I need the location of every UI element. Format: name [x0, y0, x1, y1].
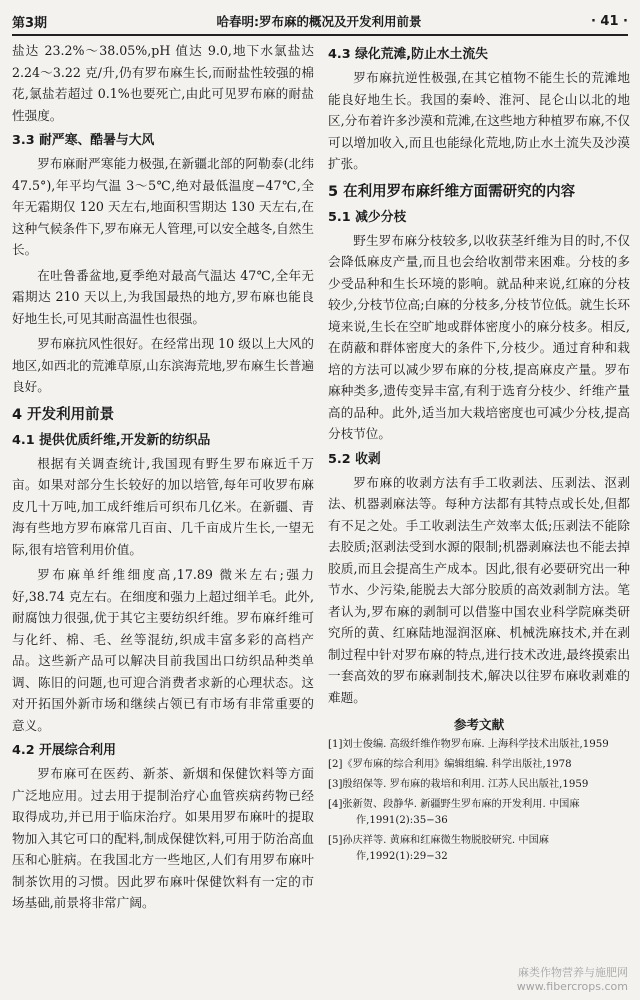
page-header — [12, 8, 628, 36]
watermark-site-name: 麻类作物营养与施肥网 — [518, 966, 628, 979]
paragraph-branching: 野生罗布麻分枝较多,以收获茎纤维为目的时,不仅会降低麻皮产量,而且也会给收割带来困难。分枝的多少受品种和生长环境的影响。就品种来说,红麻的分枝较少,分枝节位高;白麻的分枝多,分枝节位低。就生长环境来说,生长在空旷地或群体密度小的麻分枝多。相反,在荫蔽和群体密度大的条件下,分枝少。通过育种和栽培的方法可以减少罗布麻的分枝,提高麻皮产量。罗布麻种类多,遗传变异丰富,有利于选育分枝少、纤维产量高的品种。此外,适当加大栽培密度也可减少分枝,提高分枝节位。 — [328, 232, 630, 441]
paragraph-cold: 罗布麻耐严寒能力极强,在新疆北部的阿勒泰(北纬 47.5°),年平均气温 3～5℃,绝对最低温度−47℃,全年无霜期仅 120 天左右,地面积雪期达 130 天左右,在这种气候条件下,罗布麻无人管理,可以安全越冬,自然生长。 — [12, 156, 314, 257]
section-3-3-heading: 3.3 耐严寒、酷暑与大风 — [12, 133, 155, 148]
section-4-heading: 4 开发利用前景 — [12, 406, 115, 423]
paragraph-salt-tolerance: 盐达 23.2%～38.05%,pH 值达 9.0,地下水氯盐达 2.24～3.22 克/升,仍有罗布麻生长,而耐盐性较强的棉花,氯盐若超过 0.1%也要死亡,由此可见罗布麻的耐盐性强度。 — [12, 43, 314, 123]
section-4-2-heading: 4.2 开展综合利用 — [12, 743, 116, 758]
reference-item: [3]殷绍保等. 罗布麻的栽培和利用. 江苏人民出版社,1959 — [328, 779, 589, 790]
reference-item: [5]孙庆祥等. 黄麻和红麻微生物脱胶研究. 中国麻作,1992(1):29−32 — [328, 835, 549, 862]
reference-item: [1]刘士俊编. 高级纤维作物罗布麻. 上海科学技术出版社,1959 — [328, 739, 609, 750]
paragraph-resource: 根据有关调查统计,我国现有野生罗布麻近千万亩。如果对部分生长较好的加以培管,每年可收罗布麻皮几十万吨,加工成纤维后可织布几亿米。在新疆、青海有些地方罗布麻常几百亩、几千亩成片生长,一望无际,很有培管利用价值。 — [12, 455, 314, 557]
issue-number: 第3期 — [12, 15, 48, 31]
section-4-1-heading: 4.1 提供优质纤维,开发新的纺织品 — [12, 432, 211, 448]
article-body — [12, 40, 630, 992]
running-title: 哈春明:罗布麻的概况及开发利用前景 — [216, 14, 422, 29]
section-5-1-heading: 5.1 减少分枝 — [328, 209, 407, 225]
paragraph-harvest: 罗布麻的收剥方法有手工收剥法、压剥法、沤剥法、机器剥麻法等。每种方法都有其特点或长处,但都有不足之处。手工收剥法生产效率太低;压剥法不能除去胶质;沤剥法受到水源的限制;机器剥麻法也不能去掉胶质,而且会提高生产成本。因此,很有必要研究出一种节水、少污染,能脱去大部分胶质的高效剥制方法。笔者认为,罗布麻的剥制可以借鉴中国农业科学院麻类研究所的黄、红麻陆地湿润沤麻、机械洗麻技术,并在剥制过程中针对罗布麻的特点,进行技术改进,最终摸索出一套高效的罗布麻剥制技术,解决以往罗布麻收剥难的难题。 — [328, 474, 630, 705]
left-column — [12, 40, 314, 992]
paragraph-comprehensive-use: 罗布麻可在医药、新茶、新烟和保健饮料等方面广泛地应用。过去用于提制治疗心血管疾病药物已经取得成功,并已用于临床治疗。如果用罗布麻叶的提取物加入其它可口的配料,制成保健饮料,可用于防治高血压和心脏病。在我国北方一些地区,人们有用罗布麻叶制茶饮用的习惯。因此罗布麻叶保健饮料有一定的市场基础,前景将非常广阔。 — [12, 766, 314, 910]
paragraph-heat: 在吐鲁番盆地,夏季绝对最高气温达 47℃,全年无霜期达 210 天以上,为我国最热的地方,罗布麻也能良好地生长,可见其耐高温性也很强。 — [12, 267, 314, 326]
right-column — [328, 40, 630, 992]
section-4-3-heading: 4.3 绿化荒滩,防止水土流失 — [328, 47, 488, 62]
page-number: · 41 · — [590, 13, 628, 29]
watermark-url: www.fibercrops.com — [516, 980, 628, 993]
paragraph-wind: 罗布麻抗风性很好。在经常出现 10 级以上大风的地区,如西北的荒滩草原,山东滨海荒地,罗布麻生长普遍良好。 — [12, 336, 314, 394]
paragraph-greening: 罗布麻抗逆性极强,在其它植物不能生长的荒滩地能良好地生长。我国的秦岭、淮河、昆仑山以北的地区,分布着许多沙漠和荒滩,在这些地方种植罗布麻,不仅可以增加收入,而且也能绿化荒地,防止水土流失及沙漠扩张。 — [328, 70, 630, 171]
paragraph-fiber: 罗布麻单纤维细度高,17.89 微米左右;强力好,38.74 克左右。在细度和强力上超过细羊毛。此外,耐腐蚀力很强,优于其它主要纺织纤维。罗布麻纤维可与化纤、棉、毛、丝等混纺,织成丰富多彩的高档产品。这些新产品可以解决目前我国出口纺织品种类单调、陈旧的问题,也可迎合消费者求新的心理状态。这对开拓国外新市场和继续占领已有市场有非常重要的意义。 — [12, 567, 314, 733]
section-5-heading: 5 在利用罗布麻纤维方面需研究的内容 — [328, 183, 576, 200]
watermark — [517, 966, 628, 994]
references-heading: 参考文献 — [453, 717, 505, 732]
reference-item: [4]张新贺、段静华. 新疆野生罗布麻的开发利用. 中国麻作,1991(2):35−36 — [328, 799, 580, 826]
reference-item: [2]《罗布麻的综合利用》编辑组编. 科学出版社,1978 — [328, 759, 572, 770]
section-5-2-heading: 5.2 收剥 — [328, 451, 381, 467]
